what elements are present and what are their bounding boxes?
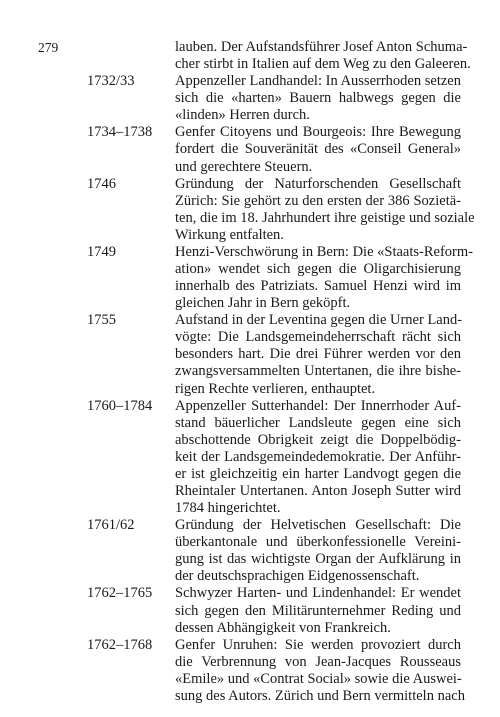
entry-text [175,175,475,244]
text-line: «Emile» und «Contrat Social» sowie die Auswei- [175,670,462,687]
text-line: Genfer Unruhen: Sie werden provoziert durch [175,636,461,653]
text-line: Schwyzer Harten- und Lindenhandel: Er wendet [175,585,461,602]
text-line: ation» wendet sich gegen die Oligarchisierung [175,261,461,277]
text-line: Aufstand in der Leventina gegen die Urner Land- [175,312,463,329]
text-line: sich gegen den Militärunternehmer Reding und [175,602,461,619]
text-line: innerhalb des Patriziats. Samuel Henzi wird im [175,278,461,295]
text-line: Appenzeller Landhandel: In Ausserrhoden setzen [175,73,461,90]
text-line: besonders hart. Die drei Führer werden vor den [175,346,461,363]
text-line: Gründung der Helvetischen Gesellschaft: Die [175,517,461,534]
text-line: fordert die Souveränität des «Conseil General» [175,141,461,158]
text-line: 1784 hingerichtet. [175,500,281,517]
text-line: Genfer Citoyens und Bourgeois: Ihre Bewegung [175,124,461,141]
text-line: keit der Landsgemeindedemokratie. Der Anführ- [175,448,461,465]
entry-text [175,39,471,73]
entry-text [175,312,461,397]
entry-year: 1761/62 [87,517,135,534]
text-line: sung des Autors. Zürich und Bern vermitteln nach [175,687,465,704]
text-line: Zürich: Sie gehört zu den ersten der 386 Sozietä- [175,192,461,209]
page-number: 279 [38,40,59,55]
text-line: zwangsversammelten Untertanen, die ihre bishe- [175,363,461,380]
text-line: die Verbrennung von Jean-Jacques Rousseaus [175,653,461,670]
text-line: Gründung der Naturforschenden Gesellschaft [175,175,461,192]
text-line: dessen Abhängigkeit von Frankreich. [175,619,391,636]
text-line: rigen Rechte verlieren, enthauptet. [175,380,376,397]
text-line: vögte: Die Landsgemeindeherrschaft rächt sich [175,329,461,346]
text-line: und gerechtere Steuern. [175,158,313,175]
text-line: stand bäuerlicher Landsleute gegen eine sich [175,414,461,431]
entry-year: 1732/33 [87,73,135,90]
text-line: der deutschsprachigen Eidgenossenschaft. [175,568,420,585]
text-line: Rheintaler Untertanen. Anton Joseph Sutter wird [175,483,461,499]
text-line: Henzi-Verschwörung in Bern: Die «Staats-Reform- [175,243,473,260]
text-line: gung ist das wichtigste Organ der Aufklärung in [175,551,461,568]
entry-year: 1734–1738 [87,124,153,141]
text-line: abschottende Obrigkeit zeigt die Doppelbödig- [175,431,461,448]
entry-year: 1749 [87,243,116,260]
text-line: Appenzeller Sutterhandel: Der Innerrhoder Auf- [175,397,461,414]
entry-text [175,243,473,312]
text-line: ten, die im 18. Jahrhundert ihre geistige und soziale [175,209,475,226]
text-line: «linden» Herren durch. [175,107,310,124]
entry-text [175,585,461,636]
entry-year: 1755 [87,312,116,329]
entry-year: 1760–1784 [87,397,153,414]
entry-text [175,517,461,585]
text-line: cher stirbt in Italien auf dem Weg zu den Galeeren. [175,56,471,73]
entry-text [175,636,465,705]
text-line: gleichen Jahr in Bern geköpft. [175,295,351,312]
entry-text [175,398,461,518]
text-line: lauben. Der Aufstandsführer Josef Anton Schuma- [175,39,468,55]
entry-text [175,73,461,124]
text-line: er ist gleichzeitig ein harter Landvogt gegen die [175,465,461,482]
text-line: Wirkung entfalten. [175,226,284,243]
entry-year: 1762–1765 [87,585,153,602]
text-line: überkantonale und überkonfessionelle Vereini- [175,534,461,551]
text-line: sich die «harten» Bauern halbwegs gegen die [175,90,461,107]
entry-text [175,124,461,175]
entry-year: 1762–1768 [87,636,153,653]
entry-year: 1746 [87,175,116,192]
